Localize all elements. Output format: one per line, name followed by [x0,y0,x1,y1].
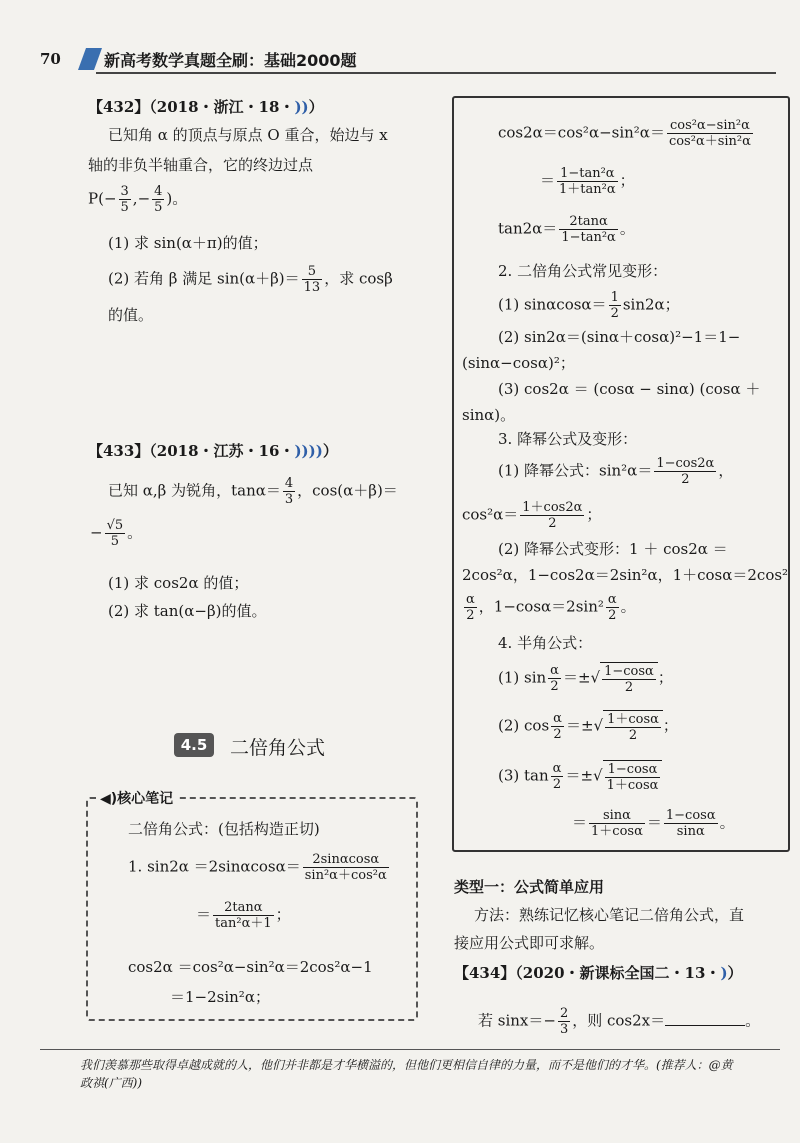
box-cos2a: cos2α＝cos²α−sin²α＝ $\frac{\text{cos²α−sin²α}}{\text{cos²α＋sin²α}}$ [498,118,751,149]
book-title: 新高考数学真题全刷：基础2000题 [104,51,357,70]
box-half-angle-tan-alt: ＝ $\frac{\sin\alpha}{1+\cos\alpha}$ ＝ $\frac{1-\cos\alpha}{\sin\alpha}$ 。 [572,808,735,839]
fraction: $\frac{2\tan\alpha}{\text{1−tan²α}}$ [561,214,616,245]
box-cos2a-tan: ＝ $\frac{\text{1−tan²α}}{\text{1＋tan²α}}$ ； [540,166,635,197]
type-1-method-line1: 方法：熟练记忆核心笔记二倍角公式，直 [474,906,745,924]
header-slash-decoration [78,48,102,70]
box-half-angle-cos: (2) cos $\frac{\alpha}{2}$ ＝±√ $\frac{1+\cos\alpha}{2}$ ； [498,711,678,743]
fraction: $\frac{\alpha}{2}$ [552,761,562,792]
box-power-reduction-variant-2: 2cos²α，1−cos2α＝2sin²α，1＋cosα＝2cos² [462,566,789,584]
problem-434-question: 若 sinx＝− $\frac{2}{3}$ ，则 cos2x＝ 。 [478,1006,761,1037]
problem-434-heading: 【434】（2020・新课标全国二・13・)） [454,964,743,982]
box-heading-4: 4. 半角公式： [498,634,593,652]
footer-quote-line1: 我们羡慕那些取得卓越成就的人，他们并非都是才华横溢的，但他们更相信自律的力量，而不是他们的才华。(推荐人：@黄 [80,1058,733,1072]
problem-432-heading: 【432】（2018・浙江・18・))） [88,98,324,116]
fraction: $\frac{1-\cos\alpha}{2}$ [604,664,654,695]
fraction: $\frac{1-\cos\alpha}{\sin\alpha}$ [665,808,716,839]
box-sinacosa: (1) sinαcosα＝ $\frac{1}{2}$ sin2α； [498,290,680,321]
notes-cos2a: cos2α ＝cos²α−sin²α＝2cos²α−1 [128,958,373,976]
header-divider [96,72,776,74]
problem-433-line2: − $\frac{√5}{5}$ 。 [90,518,143,549]
fraction: $\frac{\text{1−tan²α}}{\text{1＋tan²α}}$ [559,166,616,197]
problem-432-source: 【432】（2018・浙江・18・ [88,98,295,116]
notes-cos2a-alt: ＝1−2sin²α； [170,988,270,1006]
problem-433-source: 【433】（2018・江苏・16・ [88,442,295,460]
box-sin2a-variant-cont: (sinα−cosα)²； [462,354,575,372]
fraction: $\frac{\text{cos²α−sin²α}}{\text{cos²α＋sin²α}}$ [668,118,751,149]
problem-433-heading: 【433】（2018・江苏・16・))))） [88,442,338,460]
box-sin2a-variant: (2) sin2α＝(sinα＋cosα)²−1＝1− [498,328,741,346]
notes-sin2a-tan: ＝ $\frac{2\tan\alpha}{\text{tan²α＋1}}$ ； [196,900,291,931]
box-power-reduction-variant: (2) 降幂公式变形：1 ＋ cos2α ＝ [498,540,728,558]
problem-433-line1: 已知 α,β 为锐角，tanα＝ $\frac{4}{3}$ ，cos(α＋β)＝ [108,476,398,507]
difficulty-icon: )) [294,98,309,116]
problem-432-q1: (1) 求 sin(α＋π)的值； [108,234,268,252]
difficulty-icon: )))) [294,442,323,460]
problem-432-q2-end: 的值。 [108,306,154,324]
problem-432-point: P(− $\frac{3}{5}$ ,− $\frac{4}{5}$ )。 [88,184,188,215]
type-1-method-line2: 接应用公式即可求解。 [454,934,605,952]
fraction: $\frac{\alpha}{2}$ [607,592,617,623]
square-root [603,710,663,743]
answer-blank [665,1011,745,1026]
footer-divider [40,1049,780,1050]
problem-433-q1: (1) 求 cos2α 的值； [108,574,249,592]
difficulty-icon: ) [720,964,728,982]
box-half-angle-sin: (1) sin $\frac{\alpha}{2}$ ＝±√ $\frac{1-\cos\alpha}{2}$ ； [498,663,673,695]
type-1-heading: 类型一：公式简单应用 [454,878,605,896]
box-heading-3: 3. 降幂公式及变形： [498,430,638,448]
square-root [600,662,658,695]
notes-sin2a: 1. sin2α ＝2sinαcosα＝ $\frac{2\sin\alpha\cos\alpha}{\text{sin²α＋cos²α}}$ [128,852,387,883]
core-notes-label: ◀)核心笔记 [96,788,177,808]
fraction: $\frac{\alpha}{2}$ [466,592,475,623]
fraction: $\frac{\alpha}{2}$ [550,663,559,694]
box-cos2a-variant-cont: sinα)。 [462,406,516,424]
box-power-reduction-cos: cos²α＝ $\frac{1+\cos 2\alpha}{2}$ ； [462,500,602,531]
problem-432-q2: (2) 若角 β 满足 sin(α＋β)＝ $\frac{5}{13}$ ，求 cosβ [108,264,393,295]
fraction: $\frac{4}{3}$ [284,476,294,507]
box-power-reduction-sin: (1) 降幂公式：sin²α＝ $\frac{1-\cos 2\alpha}{2}$ ， [498,456,734,487]
box-power-reduction-variant-3: $\frac{\alpha}{2}$ ，1−cosα＝2sin² $\frac{\alpha}{2}$ 。 [466,592,636,623]
problem-432-line2: 轴的非负半轴重合，它的终边过点 [88,156,314,174]
fraction: $\frac{√5}{5}$ [106,518,124,549]
fraction: $\frac{1-\cos 2\alpha}{2}$ [656,456,715,487]
square-root [603,760,663,793]
fraction: $\frac{1}{2}$ [610,290,619,321]
fraction: $\frac{2\sin\alpha\cos\alpha}{\text{sin²α＋cos²α}}$ [304,852,387,883]
fraction: $\frac{2}{3}$ [559,1006,569,1037]
footer-quote-line2: 政祺(广西)) [80,1076,143,1090]
fraction: $\frac{\sin\alpha}{1+\cos\alpha}$ [591,808,643,839]
problem-434-source: 【434】（2020・新课标全国二・13・ [454,964,721,982]
fraction: $\frac{2\tan\alpha}{\text{tan²α＋1}}$ [215,900,272,931]
fraction: $\frac{\alpha}{2}$ [553,711,562,742]
box-tan2a: tan2α＝ $\frac{2\tan\alpha}{\text{1−tan²α}}$ 。 [498,214,635,245]
fraction: $\frac{3}{5}$ [120,184,129,215]
fraction: $\frac{1-\cos\alpha}{1+\cos\alpha}$ [606,762,659,793]
section-title: 二倍角公式 [230,737,326,759]
fraction: $\frac{5}{13}$ [303,264,321,295]
fraction: $\frac{1+\cos 2\alpha}{2}$ [522,500,583,531]
page-number: 70 [40,50,61,68]
box-half-angle-tan: (3) tan $\frac{\alpha}{2}$ ＝±√ $\frac{1-\cos\alpha}{1+\cos\alpha}$ [498,760,662,793]
box-heading-2: 2. 二倍角公式常见变形： [498,262,668,280]
fraction: $\frac{4}{5}$ [154,184,163,215]
box-cos2a-variant: (3) cos2α ＝ (cosα − sinα) (cosα ＋ [498,380,761,398]
section-number-badge: 4.5 [174,733,214,757]
notes-intro: 二倍角公式：(包括构造正切) [128,820,320,838]
fraction: $\frac{1+\cos\alpha}{2}$ [607,712,659,743]
problem-433-q2: (2) 求 tan(α−β)的值。 [108,602,267,620]
footer-quote [80,1056,780,1092]
problem-432-line1: 已知角 α 的顶点与原点 O 重合，始边与 x [108,126,388,144]
